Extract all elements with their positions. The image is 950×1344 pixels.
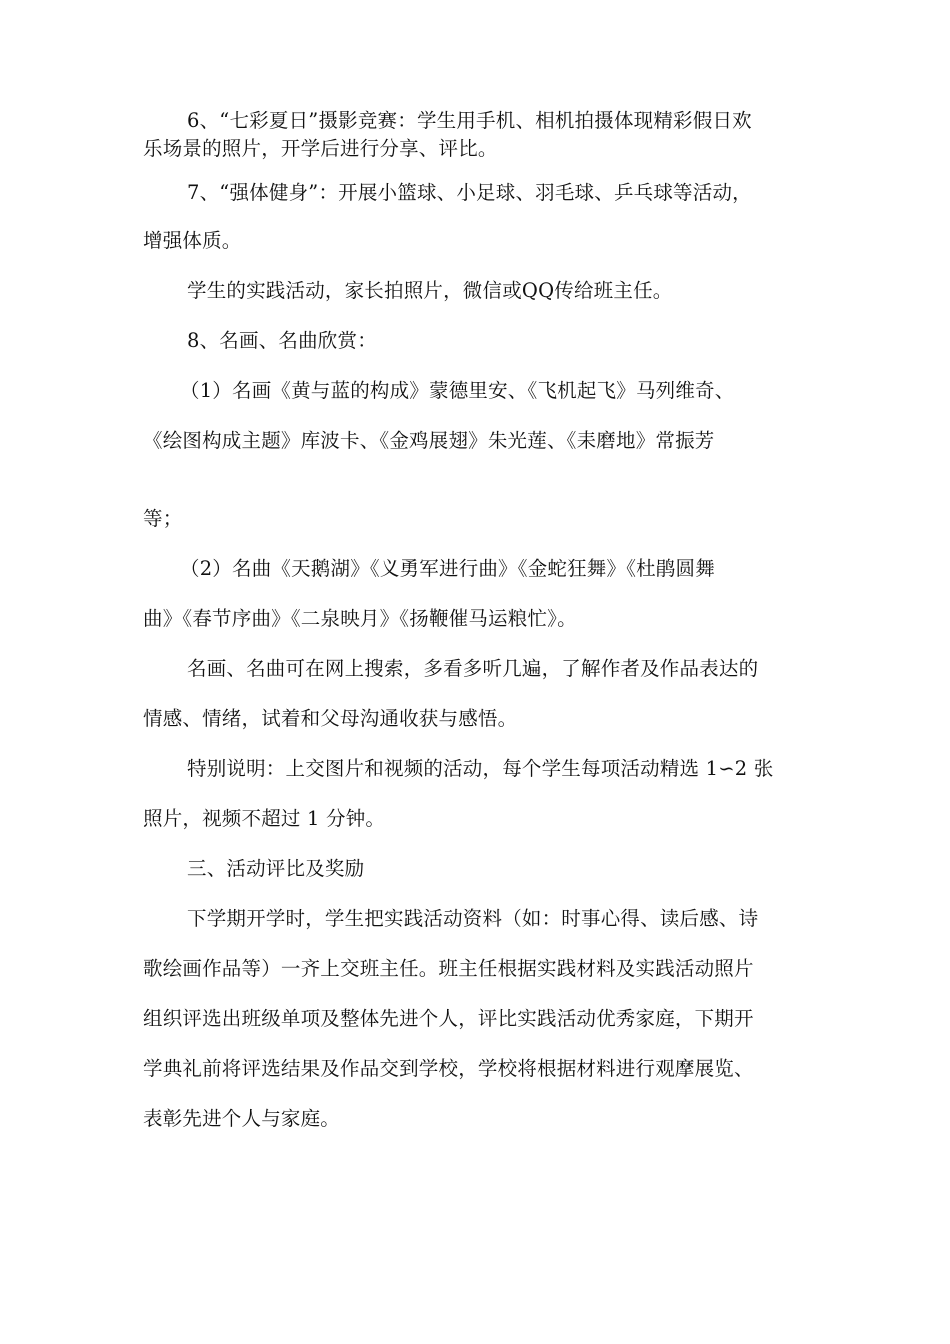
text-line: 名画、名曲可在网上搜索，多看多听几遍，了解作者及作品表达的 xyxy=(187,657,759,680)
text-line: 学典礼前将评选结果及作品交到学校，学校将根据材料进行观摩展览、 xyxy=(143,1057,754,1080)
text-line: 7、“强体健身”：开展小篮球、小足球、羽毛球、乒乓球等活动， xyxy=(187,181,752,204)
text-line: 下学期开学时，学生把实践活动资料（如：时事心得、读后感、诗 xyxy=(187,907,759,930)
text-line: 6、“七彩夏日”摄影竞赛：学生用手机、相机拍摄体现精彩假日欢 xyxy=(187,109,752,132)
text-line: 学生的实践活动，家长拍照片，微信或QQ传给班主任。 xyxy=(187,279,673,302)
text-line: 8、名画、名曲欣赏： xyxy=(187,329,377,352)
section-heading: 三、活动评比及奖励 xyxy=(187,857,365,880)
text-line: 等； xyxy=(143,507,183,530)
text-line: 特别说明：上交图片和视频的活动，每个学生每项活动精选 1∽2 张 xyxy=(187,757,774,780)
text-line: 增强体质。 xyxy=(143,229,242,252)
text-line: 照片，视频不超过 1 分钟。 xyxy=(143,807,386,830)
text-line: （1）名画《黄与蓝的构成》蒙德里安、《飞机起飞》马列维奇、 xyxy=(180,379,735,402)
text-line: 情感、情绪，试着和父母沟通收获与感悟。 xyxy=(143,707,518,730)
text-line: 表彰先进个人与家庭。 xyxy=(143,1107,341,1130)
text-line: 组织评选出班级单项及整体先进个人，评比实践活动优秀家庭，下期开 xyxy=(143,1007,754,1030)
text-line: （2）名曲《天鹅湖》《义勇军进行曲》《金蛇狂舞》《杜鹃圆舞 xyxy=(180,557,715,580)
text-line: 《绘图构成主题》库波卡、《金鸡展翅》朱光莲、《耒磨地》常振芳 xyxy=(143,429,715,452)
text-line: 曲》《春节序曲》《二泉映月》《扬鞭催马运粮忙》。 xyxy=(143,607,577,630)
text-line: 乐场景的照片，开学后进行分享、评比。 xyxy=(143,137,498,160)
text-line: 歌绘画作品等）一齐上交班主任。班主任根据实践材料及实践活动照片 xyxy=(143,957,754,980)
